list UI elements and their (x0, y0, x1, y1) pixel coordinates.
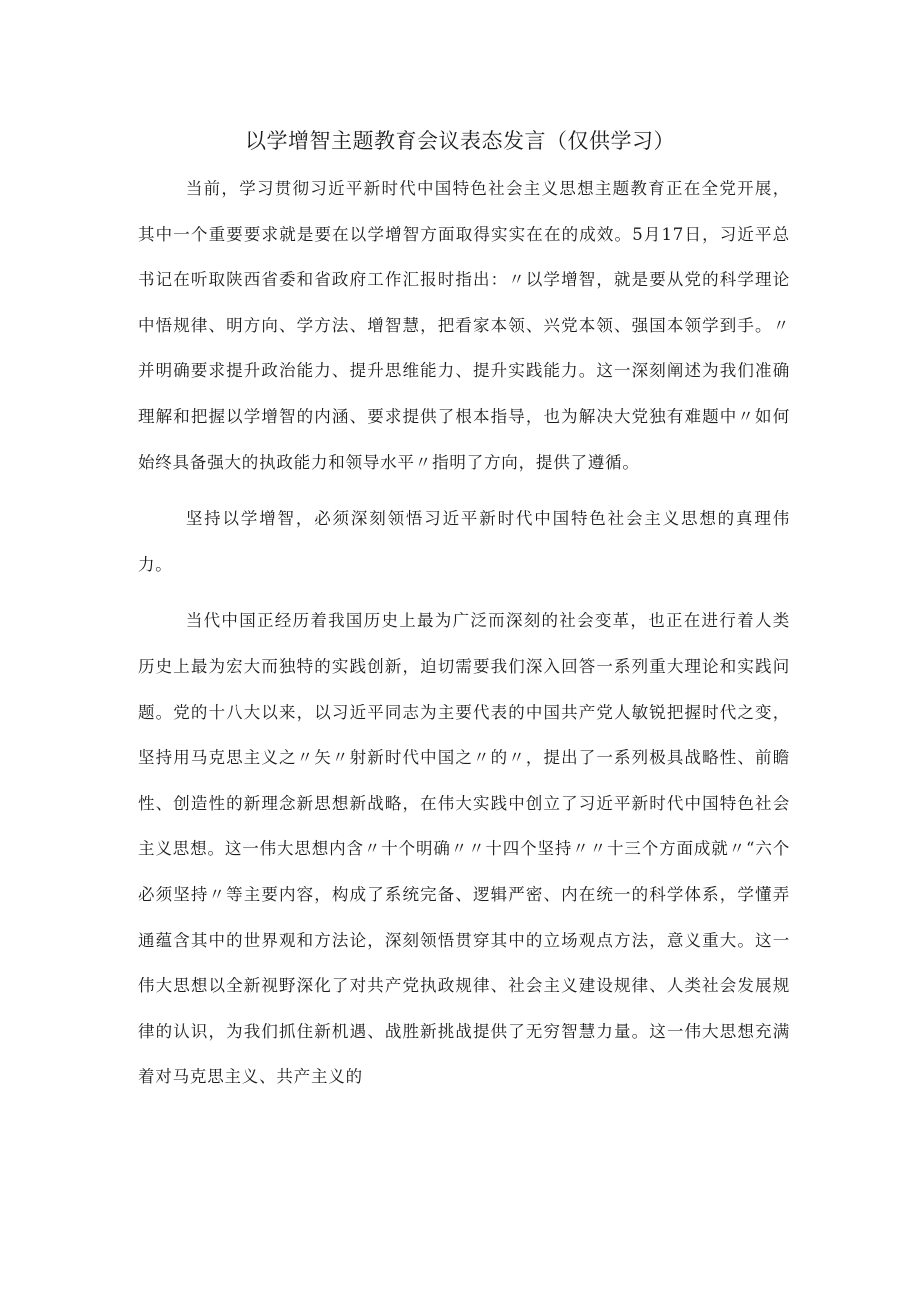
paragraph-body: 当代中国正经历着我国历史上最为广泛而深刻的社会变革，也正在进行着人类历史上最为宏大而独特的实践创新，迫切需要我们深入回答一系列重大理论和实践问题。党的十八大以来，以习近平同志为主要代表的中国共产党人敏锐把握时代之变，坚持用马克思主义之〃矢〃射新时代中国之〃的〃，提出了一系列极具战略性、前瞻性、创造性的新理念新思想新战略，在伟大实践中创立了习近平新时代中国特色社会主义思想。这一伟大思想内含〃十个明确〃〃十四个坚持〃〃十三个方面成就〃“六个必须坚持〃等主要内容，构成了系统完备、逻辑严密、内在统一的科学体系，学懂弄通蕴含其中的世界观和方法论，深刻领悟贯穿其中的立场观点方法，意义重大。这一伟大思想以全新视野深化了对共产党执政规律、社会主义建设规律、人类社会发展规律的认识，为我们抓住新机遇、战胜新挑战提供了无穷智慧力量。这一伟大思想充满着对马克思主义、共产主义的 (138, 611, 790, 1087)
paragraph-intro: 当前，学习贯彻习近平新时代中国特色社会主义思想主题教育正在全党开展，其中一个重要要求就是要在以学增智方面取得实实在在的成效。5月17日，习近平总书记在听取陕西省委和省政府工作汇报时指出：〃以学增智，就是要从党的科学理论中悟规律、明方向、学方法、增智慧，把看家本领、兴党本领、强国本领学到手。〃并明确要求提升政治能力、提升思维能力、提升实践能力。这一深刻阐述为我们准确理解和把握以学增智的内涵、要求提供了根本指导，也为解决大党独有难题中〃如何始终具备强大的执政能力和领导水平〃指明了方向，提供了遵循。 (138, 179, 790, 472)
paragraph-thesis: 坚持以学增智，必须深刻领悟习近平新时代中国特色社会主义思想的真理伟力。 (138, 509, 790, 574)
document-body (138, 166, 790, 1100)
document-title: 以学增智主题教育会议表态发言（仅供学习） (245, 129, 675, 153)
